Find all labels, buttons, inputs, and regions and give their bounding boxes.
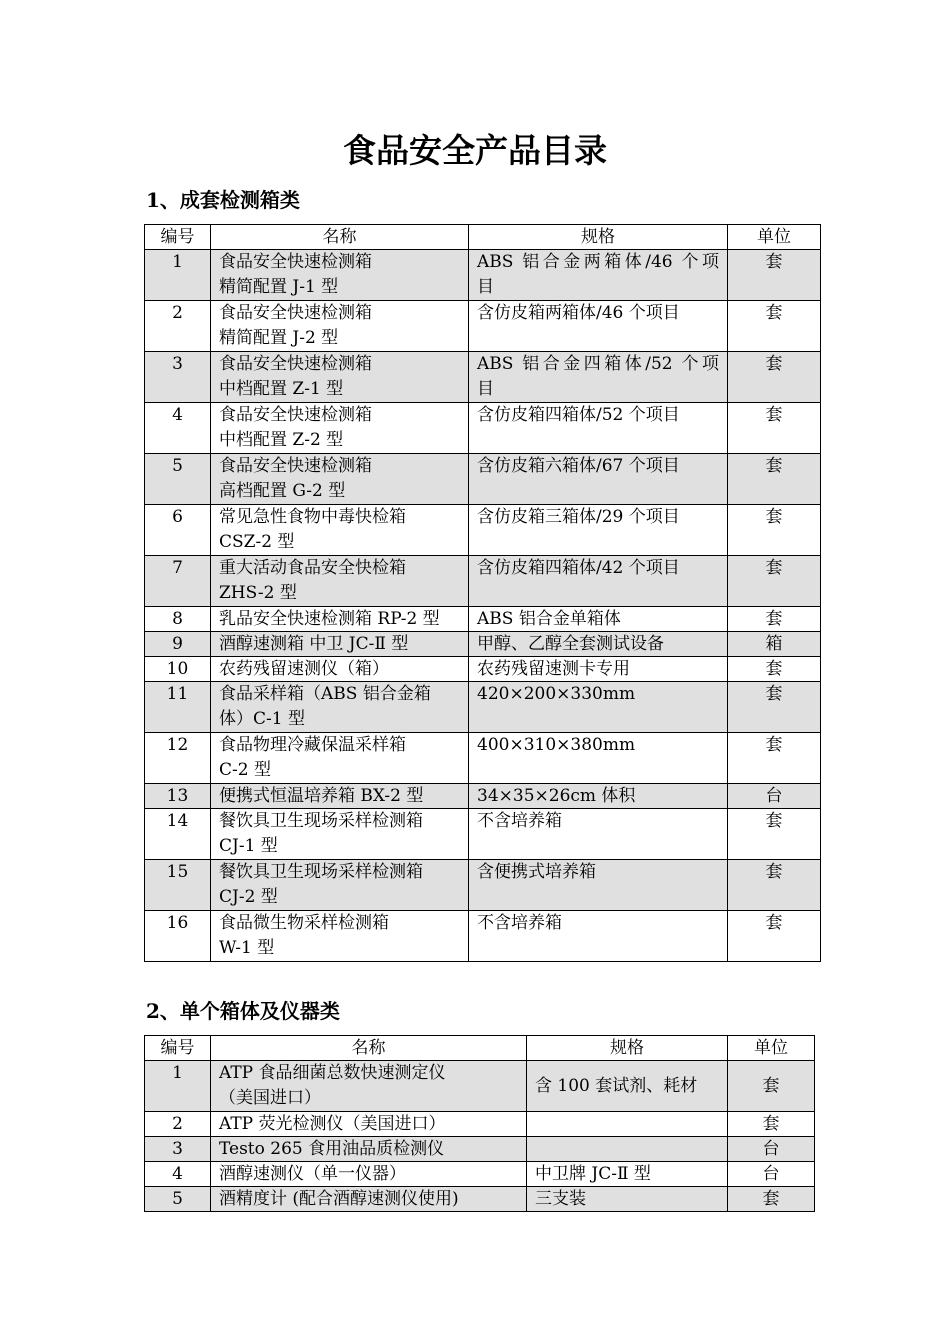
item-name-line: 中档配置 Z-2 型 bbox=[219, 430, 344, 450]
item-spec-line: 三支装 bbox=[535, 1189, 586, 1209]
cell-name bbox=[211, 1162, 527, 1187]
item-spec-line: 目 bbox=[477, 277, 494, 297]
cell-no: 11 bbox=[145, 682, 211, 733]
cell-unit: 套 bbox=[728, 809, 821, 860]
cell-no: 9 bbox=[145, 632, 211, 657]
item-name-line: 食品物理冷藏保温采样箱 bbox=[219, 735, 406, 755]
item-name-line: （美国进口） bbox=[219, 1088, 321, 1108]
cell-name bbox=[211, 454, 469, 505]
table-row bbox=[145, 809, 821, 860]
item-spec-line: 含仿皮箱四箱体/52 个项目 bbox=[477, 405, 680, 425]
item-name-line: 中档配置 Z-1 型 bbox=[219, 379, 344, 399]
table-row bbox=[145, 784, 821, 809]
cell-no: 3 bbox=[145, 352, 211, 403]
cell-name bbox=[211, 301, 469, 352]
item-name-line: 酒醇速测仪（单一仪器） bbox=[219, 1164, 406, 1184]
cell-no: 2 bbox=[145, 1112, 211, 1137]
cell-name bbox=[211, 1187, 527, 1212]
item-spec-line: 农药残留速测卡专用 bbox=[477, 659, 630, 679]
table-row bbox=[145, 1137, 815, 1162]
instruments-table bbox=[144, 1035, 815, 1212]
item-name-line: 精简配置 J-1 型 bbox=[219, 277, 339, 297]
item-name-line: 食品安全快速检测箱 bbox=[219, 405, 372, 425]
cell-unit: 套 bbox=[728, 250, 821, 301]
item-name-line: 食品微生物采样检测箱 bbox=[219, 913, 389, 933]
item-name-line: ZHS-2 型 bbox=[219, 583, 297, 603]
item-name-line: 常见急性食物中毒快检箱 bbox=[219, 507, 406, 527]
item-name-line: 餐饮具卫生现场采样检测箱 bbox=[219, 862, 423, 882]
item-spec-line: 不含培养箱 bbox=[477, 811, 562, 831]
item-name-line: W-1 型 bbox=[219, 938, 275, 958]
cell-no: 5 bbox=[145, 454, 211, 505]
cell-name bbox=[211, 556, 469, 607]
item-spec-line: 含仿皮箱四箱体/42 个项目 bbox=[477, 558, 680, 578]
table-row bbox=[145, 733, 821, 784]
cell-spec bbox=[469, 352, 728, 403]
kits-table-body bbox=[145, 250, 821, 962]
item-name-line: 食品采样箱（ABS 铝合金箱 bbox=[219, 684, 431, 704]
item-name-line: ATP 食品细菌总数快速测定仪 bbox=[219, 1063, 446, 1083]
header-unit: 单位 bbox=[728, 225, 821, 250]
cell-spec bbox=[469, 505, 728, 556]
cell-no: 16 bbox=[145, 911, 211, 962]
table-row bbox=[145, 860, 821, 911]
item-name-line: 食品安全快速检测箱 bbox=[219, 252, 372, 272]
header-spec: 规格 bbox=[527, 1036, 728, 1061]
cell-spec bbox=[469, 607, 728, 632]
item-name-line: 食品安全快速检测箱 bbox=[219, 303, 372, 323]
table-row bbox=[145, 911, 821, 962]
item-name-line: 重大活动食品安全快检箱 bbox=[219, 558, 406, 578]
cell-unit: 套 bbox=[728, 682, 821, 733]
cell-unit: 套 bbox=[728, 1061, 815, 1112]
cell-name bbox=[211, 657, 469, 682]
cell-no: 15 bbox=[145, 860, 211, 911]
table-row bbox=[145, 607, 821, 632]
cell-spec bbox=[469, 809, 728, 860]
cell-name bbox=[211, 682, 469, 733]
cell-spec bbox=[527, 1061, 728, 1112]
item-name-line: CJ-1 型 bbox=[219, 836, 278, 856]
cell-spec bbox=[527, 1162, 728, 1187]
header-unit: 单位 bbox=[728, 1036, 815, 1061]
cell-spec bbox=[469, 911, 728, 962]
cell-spec bbox=[469, 556, 728, 607]
item-name-line: 体）C-1 型 bbox=[219, 709, 305, 729]
cell-unit: 箱 bbox=[728, 632, 821, 657]
cell-spec bbox=[469, 403, 728, 454]
item-spec-line: 含仿皮箱两箱体/46 个项目 bbox=[477, 303, 680, 323]
cell-no: 1 bbox=[145, 250, 211, 301]
cell-no: 5 bbox=[145, 1187, 211, 1212]
header-name: 名称 bbox=[211, 1036, 527, 1061]
item-spec-line: 含仿皮箱六箱体/67 个项目 bbox=[477, 456, 680, 476]
section-heading-kits: 1、成套检测箱类 bbox=[146, 188, 300, 212]
cell-name bbox=[211, 784, 469, 809]
cell-spec bbox=[469, 250, 728, 301]
item-name-line: 便携式恒温培养箱 BX-2 型 bbox=[219, 786, 424, 806]
header-no: 编号 bbox=[145, 225, 211, 250]
cell-no: 7 bbox=[145, 556, 211, 607]
cell-no: 4 bbox=[145, 1162, 211, 1187]
cell-name bbox=[211, 1061, 527, 1112]
table-row bbox=[145, 403, 821, 454]
cell-spec bbox=[469, 454, 728, 505]
table-row bbox=[145, 1187, 815, 1212]
cell-unit: 台 bbox=[728, 784, 821, 809]
item-spec-line: ABS 铝合金四箱体/52 个项 bbox=[477, 354, 719, 374]
cell-unit: 套 bbox=[728, 301, 821, 352]
item-name-line: Testo 265 食用油品质检测仪 bbox=[219, 1139, 445, 1159]
cell-spec bbox=[527, 1112, 728, 1137]
item-spec-line: 中卫牌 JC-Ⅱ 型 bbox=[535, 1164, 651, 1184]
item-name-line: ATP 荧光检测仪（美国进口） bbox=[219, 1114, 446, 1134]
cell-no: 3 bbox=[145, 1137, 211, 1162]
header-spec: 规格 bbox=[469, 225, 728, 250]
table-row bbox=[145, 352, 821, 403]
cell-unit: 套 bbox=[728, 1187, 815, 1212]
cell-unit: 套 bbox=[728, 352, 821, 403]
table-row bbox=[145, 1162, 815, 1187]
cell-unit: 套 bbox=[728, 733, 821, 784]
cell-no: 14 bbox=[145, 809, 211, 860]
cell-unit: 套 bbox=[728, 454, 821, 505]
cell-no: 10 bbox=[145, 657, 211, 682]
cell-spec bbox=[469, 682, 728, 733]
cell-name bbox=[211, 1137, 527, 1162]
item-name-line: 高档配置 G-2 型 bbox=[219, 481, 346, 501]
item-spec-line: 含便携式培养箱 bbox=[477, 862, 596, 882]
item-name-line: 乳品安全快速检测箱 RP-2 型 bbox=[219, 609, 440, 629]
cell-unit: 套 bbox=[728, 860, 821, 911]
header-name: 名称 bbox=[211, 225, 469, 250]
cell-name bbox=[211, 505, 469, 556]
cell-name bbox=[211, 607, 469, 632]
cell-unit: 套 bbox=[728, 607, 821, 632]
instruments-table-body bbox=[145, 1061, 815, 1212]
cell-no: 1 bbox=[145, 1061, 211, 1112]
item-name-line: CJ-2 型 bbox=[219, 887, 278, 907]
cell-spec bbox=[469, 301, 728, 352]
cell-name bbox=[211, 809, 469, 860]
item-name-line: 酒精度计 (配合酒醇速测仪使用) bbox=[219, 1189, 459, 1209]
cell-spec bbox=[469, 860, 728, 911]
cell-spec bbox=[527, 1187, 728, 1212]
cell-spec bbox=[469, 632, 728, 657]
item-spec-line: ABS 铝合金单箱体 bbox=[477, 609, 621, 629]
item-spec-line: 含仿皮箱三箱体/29 个项目 bbox=[477, 507, 680, 527]
table-row bbox=[145, 454, 821, 505]
cell-no: 13 bbox=[145, 784, 211, 809]
item-spec-line: 34×35×26cm 体积 bbox=[477, 786, 636, 806]
table-row bbox=[145, 250, 821, 301]
cell-unit: 套 bbox=[728, 505, 821, 556]
table-row bbox=[145, 301, 821, 352]
cell-no: 8 bbox=[145, 607, 211, 632]
item-name-line: 酒醇速测箱 中卫 JC-Ⅱ 型 bbox=[219, 634, 409, 654]
table-row bbox=[145, 1112, 815, 1137]
item-name-line: 食品安全快速检测箱 bbox=[219, 456, 372, 476]
cell-unit: 台 bbox=[728, 1162, 815, 1187]
kits-table bbox=[144, 224, 821, 962]
cell-unit: 套 bbox=[728, 1112, 815, 1137]
item-spec-line: 目 bbox=[477, 379, 494, 399]
table-row bbox=[145, 556, 821, 607]
section-heading-instruments: 2、单个箱体及仪器类 bbox=[146, 999, 340, 1023]
item-name-line: 精简配置 J-2 型 bbox=[219, 328, 339, 348]
cell-spec bbox=[527, 1137, 728, 1162]
table-row bbox=[145, 1061, 815, 1112]
cell-name bbox=[211, 1112, 527, 1137]
cell-unit: 套 bbox=[728, 657, 821, 682]
item-name-line: 农药残留速测仪（箱） bbox=[219, 659, 389, 679]
cell-unit: 套 bbox=[728, 911, 821, 962]
cell-no: 2 bbox=[145, 301, 211, 352]
item-spec-line: 400×310×380mm bbox=[477, 735, 636, 755]
cell-no: 12 bbox=[145, 733, 211, 784]
cell-spec bbox=[469, 657, 728, 682]
table-row bbox=[145, 657, 821, 682]
table-row bbox=[145, 682, 821, 733]
page-title: 食品安全产品目录 bbox=[343, 131, 607, 170]
cell-no: 4 bbox=[145, 403, 211, 454]
item-name-line: 餐饮具卫生现场采样检测箱 bbox=[219, 811, 423, 831]
cell-name bbox=[211, 352, 469, 403]
header-no: 编号 bbox=[145, 1036, 211, 1061]
cell-name bbox=[211, 250, 469, 301]
cell-unit: 套 bbox=[728, 403, 821, 454]
item-spec-line: ABS 铝合金两箱体/46 个项 bbox=[477, 252, 719, 272]
cell-name bbox=[211, 403, 469, 454]
item-name-line: CSZ-2 型 bbox=[219, 532, 295, 552]
cell-spec bbox=[469, 733, 728, 784]
cell-no: 6 bbox=[145, 505, 211, 556]
cell-name bbox=[211, 733, 469, 784]
cell-spec bbox=[469, 784, 728, 809]
cell-name bbox=[211, 911, 469, 962]
cell-unit: 套 bbox=[728, 556, 821, 607]
cell-name bbox=[211, 860, 469, 911]
item-spec-line: 不含培养箱 bbox=[477, 913, 562, 933]
cell-name bbox=[211, 632, 469, 657]
item-spec-line: 含 100 套试剂、耗材 bbox=[535, 1075, 698, 1096]
item-spec-line: 甲醇、乙醇全套测试设备 bbox=[477, 634, 664, 654]
cell-unit: 台 bbox=[728, 1137, 815, 1162]
table-row bbox=[145, 632, 821, 657]
table-row bbox=[145, 505, 821, 556]
item-name-line: 食品安全快速检测箱 bbox=[219, 354, 372, 374]
item-name-line: C-2 型 bbox=[219, 760, 271, 780]
item-spec-line: 420×200×330mm bbox=[477, 684, 636, 704]
